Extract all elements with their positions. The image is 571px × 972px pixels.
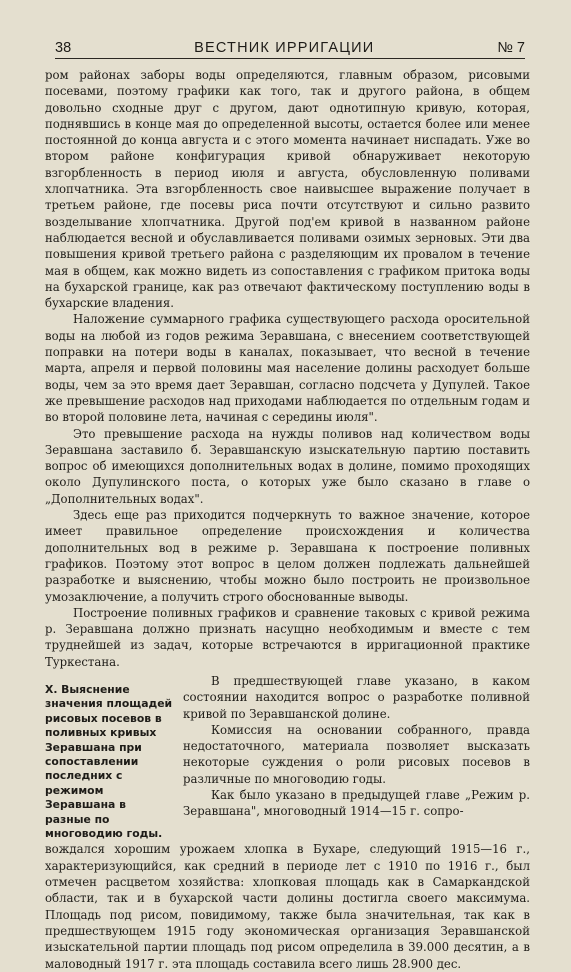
paragraph: Комиссия на основании собранного, правда недостаточного, материала позволяет высказать некоторые суждения о роли рисовых посевов в различные по многоводию годы. xyxy=(183,722,530,786)
article-body xyxy=(45,67,530,972)
section-block xyxy=(45,673,530,841)
paragraph: ром районах заборы воды определяются, главным образом, рисовыми посевами, поэтому графики как того, так и другого района, в общем довольно сходные друг с другом, дают однотипную кривую, которая, поднявшись в конце мая до определенной высоты, остается более или менее постоянной до конца августа и с этого момента начинает ниспадать. Уже во втором районе конфигурация кривой обнаруживает некоторую взгорбленность в период июля и августа, обусловленную поливами хлопчатника. Эта взгорбленность свое наивысшее выражение получает в третьем районе, где посевы риса почти отсутствуют и сильно развито возделывание хлопчатника. Другой под'ем кривой в названном районе наблюдается весной и обуславливается поливами озимых зерновых. Эти два повышения кривой третьего района с разделяющим их провалом в течение мая в общем, как можно видеть из сопоставления с графиком притока воды на бухарской границе, как раз отвечают фактическому поступлению воды в бухарские владения. xyxy=(45,68,530,311)
paragraph: В предшествующей главе указано, в каком состоянии находится вопрос о разработке поливной кривой по Зеравшанской долине. xyxy=(183,673,530,721)
section-heading: X. Выяснение значения площадей рисовых посевов в поливных кривых Зеравшана при сопоставлении последних с режимом Зеравшана в разные по многоводию годы. xyxy=(45,682,173,841)
paragraph: Это превышение расхода на нужды поливов над количеством воды Зеравшана заставило б. Зеравшанскую изыскательную партию поставить вопрос об имеющихся дополнительных водах в долине, помимо проходящих около Дупулинского поста, о которых уже было сказано в главе о „Дополнительных водах". xyxy=(45,426,530,506)
running-header xyxy=(55,34,525,59)
paragraph: Как было указано в предыдущей главе „Режим р. Зеравшана", многоводный 1914—15 г. сопро- xyxy=(183,788,530,819)
paragraph-continuation: вождался хорошим урожаем хлопка в Бухаре, следующий 1915—16 г., характеризующийся, как средний в периоде лет с 1910 по 1916 г., был отмечен расцветом хозяйства: хлопковая площадь как в Самаркандской области, так и в бухарской части долины достигла своего максимума. Площадь под рисом, повидимому, также была значительная, так как в предшествующем 1915 году экономическая организация Зеравшанской изыскательной партии площадь под рисом определила в 39.000 десятин, а в маловодный 1917 г. эта площадь составила всего лишь 28.900 дес. xyxy=(45,842,530,971)
journal-title: ВЕСТНИК ИРРИГАЦИИ xyxy=(194,40,375,56)
paragraph: Построение поливных графиков и сравнение таковых с кривой режима р. Зеравшана должно признать насущно необходимым и вместе с тем труднейшей из задач, которые встречаются в ирригационной практике Туркестана. xyxy=(45,605,530,669)
page-number: 38 xyxy=(55,40,72,56)
paragraph: Здесь еще раз приходится подчеркнуть то важное значение, которое имеет правильное определение происхождения и количества дополнительных вод в режиме р. Зеравшана к построение поливных графиков. Поэтому этот вопрос в целом должен подлежать дальнейшей разработке и выяснению, чтобы можно было построить не произвольное умозаключение, а получить строго обоснованные выводы. xyxy=(45,508,530,604)
issue-number: № 7 xyxy=(497,40,525,56)
paragraph: Наложение суммарного графика существующего расхода оросительной воды на любой из годов режима Зеравшана, с внесением соответствующей поправки на потери воды в каналах, показывает, что весной в течение марта, апреля и первой половины мая население долины расходует больше воды, чем за это время дает Зеравшан, согласно подсчета у Дупулей. Такое же превышение расходов над приходами наблюдается по отдельным годам и во второй половине лета, начиная с середины июля". xyxy=(45,312,530,425)
section-side-text xyxy=(183,673,530,841)
